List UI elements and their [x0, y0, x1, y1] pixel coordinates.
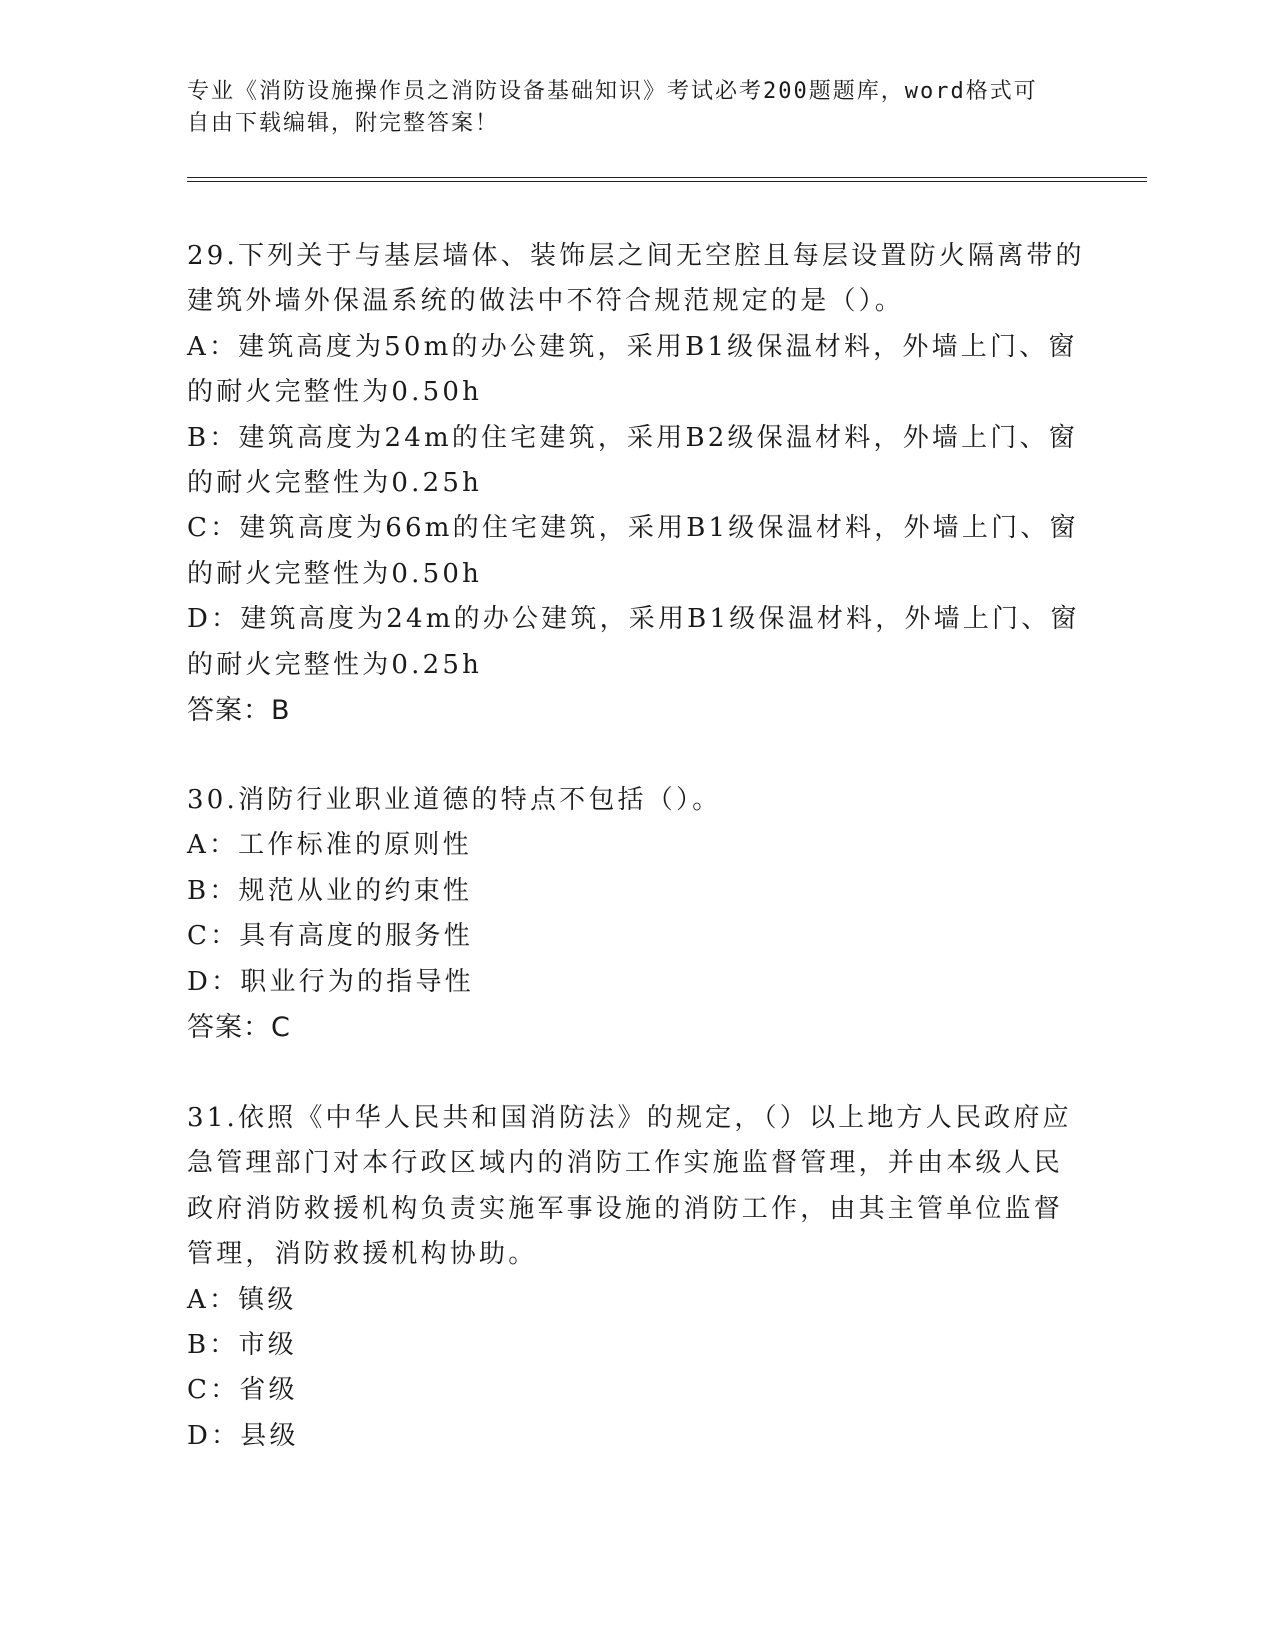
- option-a-line: A：建筑高度为50m的办公建筑，采用B1级保温材料，外墙上门、窗: [187, 331, 1078, 362]
- header-line-2: 自由下载编辑，附完整答案！: [187, 111, 500, 136]
- option-c-line: 的耐火完整性为0.50h: [187, 558, 483, 589]
- header-divider-top: [187, 177, 1147, 178]
- document-header: [187, 76, 1067, 140]
- header-divider-bottom: [187, 181, 1147, 182]
- option-c-line: C：建筑高度为66m的住宅建筑，采用B1级保温材料，外墙上门、窗: [187, 513, 1079, 544]
- question-31: [187, 1096, 1072, 1459]
- question-30: [187, 778, 1067, 1050]
- option-b-line: B：规范从业的约束性: [187, 875, 473, 906]
- header-line-1: 专业《消防设施操作员之消防设备基础知识》考试必考200题题库，word格式可: [187, 79, 1038, 104]
- question-stem-line: 30.消防行业职业道德的特点不包括（）。: [187, 785, 722, 815]
- option-d-line: D：建筑高度为24m的办公建筑，采用B1级保温材料，外墙上门、窗: [187, 604, 1080, 635]
- question-stem-line: 管理，消防救援机构协助。: [187, 1239, 538, 1270]
- option-a-line: A：镇级: [187, 1284, 297, 1315]
- option-b-line: B：建筑高度为24m的住宅建筑，采用B2级保温材料，外墙上门、窗: [187, 422, 1078, 453]
- option-d-line: D：县级: [187, 1420, 299, 1451]
- option-b-line: B：市级: [187, 1330, 297, 1361]
- option-a-line: 的耐火完整性为0.50h: [187, 377, 483, 408]
- option-c-line: C：省级: [187, 1375, 298, 1406]
- option-a-line: A：工作标准的原则性: [187, 830, 472, 861]
- question-29: [187, 234, 1085, 733]
- answer-label: 答案：C: [187, 1012, 291, 1044]
- question-stem-line: 31.依照《中华人民共和国消防法》的规定，（）以上地方人民政府应: [187, 1103, 1072, 1133]
- question-stem-line: 急管理部门对本行政区域内的消防工作实施监督管理，并由本级人民: [187, 1148, 1064, 1179]
- option-b-line: 的耐火完整性为0.25h: [187, 468, 483, 499]
- question-stem-line: 政府消防救援机构负责实施军事设施的消防工作，由其主管单位监督: [187, 1193, 1064, 1224]
- option-c-line: C：具有高度的服务性: [187, 921, 473, 952]
- answer-label: 答案：B: [187, 695, 291, 727]
- question-stem-line: 29.下列关于与基层墙体、装饰层之间无空腔且每层设置防火隔离带的: [187, 241, 1085, 271]
- option-d-line: D：职业行为的指导性: [187, 966, 474, 997]
- option-d-line: 的耐火完整性为0.25h: [187, 649, 483, 680]
- question-stem-line: 建筑外墙外保温系统的做法中不符合规范规定的是（）。: [187, 286, 905, 317]
